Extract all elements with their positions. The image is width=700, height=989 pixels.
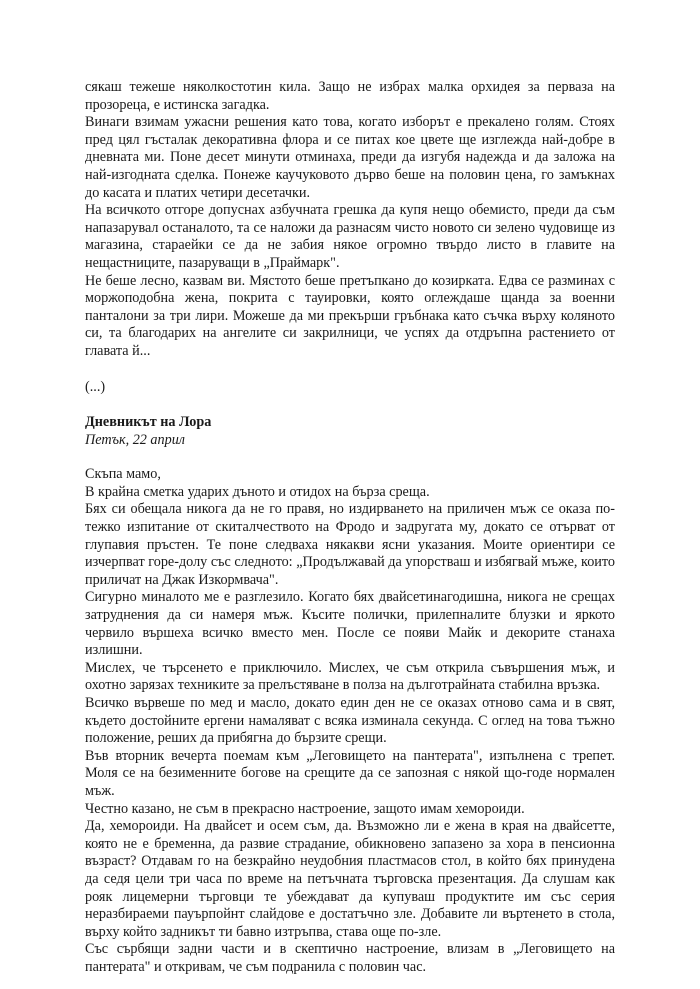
text-part-2	[85, 414, 615, 976]
salutation: Скъпа мамо,	[85, 466, 161, 483]
paragraph: Не беше лесно, казвам ви. Мястото беше претъпкано до козирката. Едва се разминах с моржоподобна жена, покрита с тауировки, която оглеждаше щанда за военни панталони за три лири. Можеше да ми прекърши гръбнака като съчка върху коляното си, та благодарих на ангелите си закрилници, че успях да отдръпна растението от главата й...	[85, 272, 615, 359]
entry-date: Петък, 22 април	[85, 431, 185, 448]
paragraph: сякаш тежеше няколкостотин кила. Защо не избрах малка орхидея за перваза на прозореца, е истинска загадка.	[85, 79, 615, 113]
paragraph: На всичкото отгоре допуснах азбучната грешка да купя нещо обемисто, преди да съм напазарувал останалото, та се наложи да разнасям чисто новото си зелено чудовище из магазина, стараейки се да не забия някое огромно твърдо листо в главите на нещастниците, пазаруващи в „Праймарк".	[85, 202, 615, 271]
section-heading: Дневникът на Лора	[85, 414, 212, 431]
paragraph: В крайна сметка ударих дъното и отидох на бърза среща.	[85, 483, 430, 500]
paragraph: Мислех, че търсенето е приключило. Мислех, че съм открила съвършения мъж, и охотно зарязах техниките за прелъстяване в полза на дълготрайната стабилна връзка.	[85, 659, 615, 694]
paragraph: Със сърбящи задни части и в скептично настроение, влизам в „Леговището на пантерата" и откривам, че съм подранила с половин час.	[85, 941, 615, 975]
paragraph: Всичко вървеше по мед и масло, докато един ден не се оказах отново сама и в свят, където достойните ергени намаляват с всяка изминала секунда. С оглед на това тъжно положение, реших да прибягна до бързите срещи.	[85, 695, 615, 747]
paragraph: Във вторник вечерта поемам към „Леговището на пантерата", изпълнена с трепет. Моля се на безименните богове на срещите да се запозная с някой що-годе нормален мъж.	[85, 747, 615, 799]
paragraph: Честно казано, не съм в прекрасно настроение, защото имам хемороиди.	[85, 800, 525, 817]
document-page	[85, 79, 615, 977]
text-part-1	[85, 79, 615, 361]
paragraph: Сигурно миналото ме е разглезило. Когато бях двайсетинагодишна, никога не срещах затруднения да си намеря мъж. Късите полички, прилепналите блузки и яркото червило вършеха всичко вместо мен. После се появи Майк и декорите станаха излишни.	[85, 589, 615, 659]
paragraph: Да, хемороиди. На двайсет и осем съм, да. Възможно ли е жена в края на двайсетте, която не е бременна, да развие страдание, обикновено запазено за хора в пенсионна възраст? Отдавам го на безкрайно неудобния пластмасов стол, в който бях принудена да седя цели три часа по време на петъчната търговска презентация. Да слушам как рояк лицемерни търговци те убеждават да купуваш продуктите им със серия неразбираеми пауърпойнт слайдове е достатъчно зле. Добавите ли въртенето в стола, върху който задникът ти бавно изтръпва, става още по-зле.	[85, 818, 615, 940]
paragraph: Винаги взимам ужасни решения като това, когато изборът е прекалено голям. Стоях пред цял гъсталак декоративна флора и се питах кое цвете ще изглежда най-добре в дневната ми. Поне десет минути отминаха, преди да изгубя надежда и да заложа на най-изгодната сделка. Понеже каучуковото дърво беше на половин цена, го замъкнах до касата и платих четири десетачки.	[85, 114, 615, 201]
paragraph: Бях си обещала никога да не го правя, но издирването на приличен мъж се оказа по-тежко изпитание от скиталчеството на Фродо и задругата му, докато се отърват от глупавия пръстен. Те поне следваха някакви ясни указания. Моите ориентири се изчерпват горе-долу със следното: „Продължавай да упорстваш и избягвай мъже, които приличат на Джак Изкормвача".	[85, 501, 615, 588]
omission-marker: (...)	[85, 378, 106, 395]
